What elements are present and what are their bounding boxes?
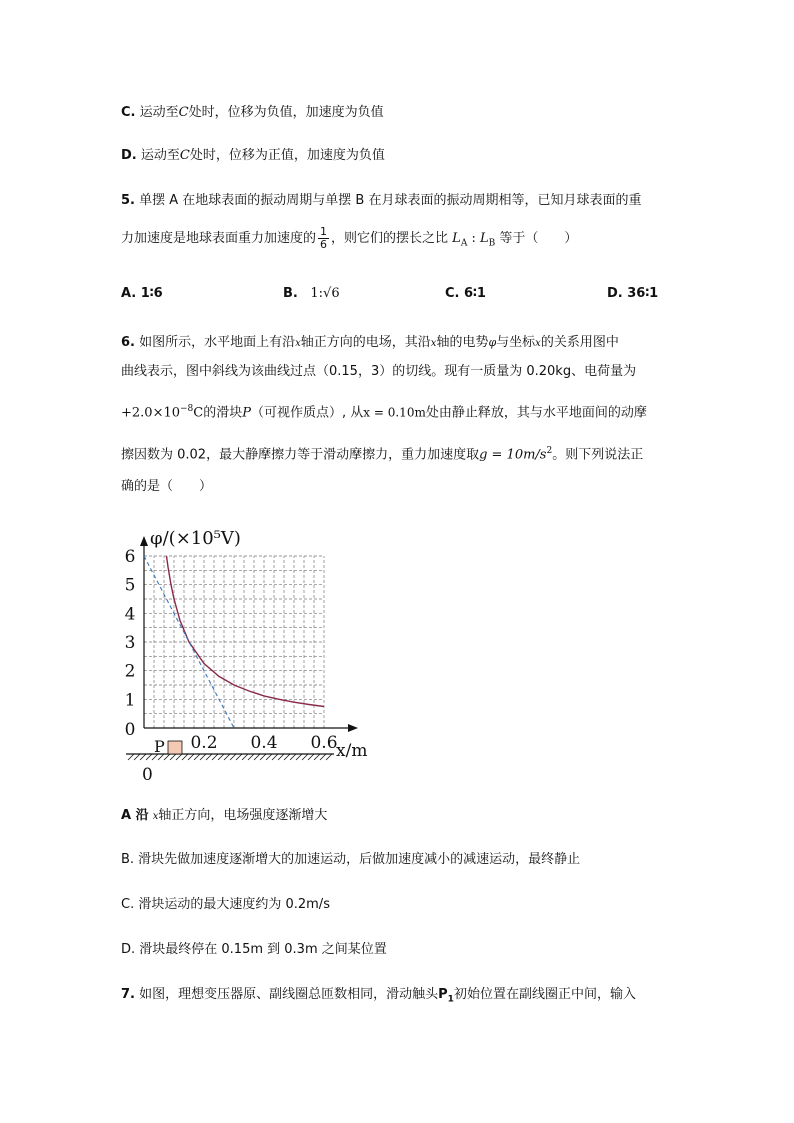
q6-stem-line3: $+2.0\times 10^{-8}C$的滑块P（可视作质点）, 从x = 0.10m处由静止释放，其与水平地面间的动摩 <box>121 404 647 421</box>
q5-option-b: B. 1:√6 <box>283 286 340 301</box>
ground-hatch <box>302 754 308 760</box>
y-tick-label: 1 <box>124 690 136 711</box>
ground-hatch <box>296 754 302 760</box>
q5-option-d: D. 36∶1 <box>607 286 659 301</box>
ground-origin-label: 0 <box>142 765 153 785</box>
q7-stem-line1: 7. 如图，理想变压器原、副线圈总匝数相同，滑动触头$P_1$初始位置在副线圈正中间，输入 <box>121 987 636 1005</box>
q6-option-b: B. 滑块先做加速度逐渐增大的加速运动，后做加速度减小的减速运动，最终静止 <box>121 852 581 867</box>
ground-hatch <box>284 754 290 760</box>
ground-hatch <box>260 754 266 760</box>
ground-hatch <box>272 754 278 760</box>
ground-hatch <box>254 754 260 760</box>
ground-hatch <box>230 754 236 760</box>
x-tick-label: 0.2 <box>190 733 218 753</box>
ground-hatch <box>140 754 146 760</box>
fraction-one-sixth: $\frac{1}{6}$ <box>320 225 328 251</box>
q6-option-a: A 沿 x轴正方向，电场强度逐渐增大 <box>121 808 328 823</box>
ground-hatch <box>326 754 332 760</box>
ground-hatch <box>236 754 242 760</box>
ground-hatch <box>308 754 314 760</box>
ground-hatch <box>248 754 254 760</box>
ground-hatch <box>212 754 218 760</box>
ground-hatch <box>218 754 224 760</box>
ground-hatch <box>320 754 326 760</box>
y-axis-arrow <box>140 536 148 546</box>
ground-hatch <box>128 754 134 760</box>
slider-block <box>168 741 182 754</box>
ground-hatch <box>188 754 194 760</box>
potential-curve <box>167 556 325 707</box>
ground-hatch <box>224 754 230 760</box>
y-tick-label: 3 <box>124 633 136 653</box>
x-axis-arrow <box>348 724 358 732</box>
ground-hatch <box>194 754 200 760</box>
ground-hatch <box>290 754 296 760</box>
q6-option-d: D. 滑块最终停在 0.15m 到 0.3m 之间某位置 <box>121 942 387 957</box>
y-tick-label: 0 <box>124 720 136 740</box>
q4-option-c: C. 运动至C处时，位移为负值，加速度为负值 <box>121 105 384 120</box>
q5-option-c: C. 6∶1 <box>445 286 486 301</box>
x-axis-label: x/m <box>336 741 368 761</box>
q6-stem-line5: 确的是（ ） <box>121 479 213 494</box>
y-axis-label: φ/(×10⁵V) <box>150 528 241 549</box>
q6-stem-line4: 擦因数为 0.02，最大静摩擦力等于滑动摩擦力，重力加速度取$g = 10m/s^2$。则下列说法正 <box>121 446 644 463</box>
ground-hatch <box>206 754 212 760</box>
q5-stem-line2: 力加速度是地球表面重力加速度的 $\frac{1}{6}$ ，则它们的摆长之比 $L_A$ : $L_B$ 等于（ ） <box>121 225 578 251</box>
y-tick-label: 6 <box>124 547 136 567</box>
x-tick-label: 0.4 <box>250 733 278 753</box>
ground-hatch <box>314 754 320 760</box>
x-tick-label: 0.6 <box>310 733 338 753</box>
y-tick-label: 5 <box>124 575 136 596</box>
q6-stem-line1: 6. 如图所示，水平地面上有沿x轴正方向的电场，其沿x轴的电势φ与坐标x的关系用图中 <box>121 335 619 350</box>
q6-option-c: C. 滑块运动的最大速度约为 0.2m/s <box>121 897 330 912</box>
ground-hatch <box>266 754 272 760</box>
q4-option-d: D. 运动至C处时，位移为正值，加速度为负值 <box>121 148 385 163</box>
ground-hatch <box>164 754 170 760</box>
potential-graph <box>120 520 380 790</box>
ground-hatch <box>278 754 284 760</box>
ground-hatch <box>176 754 182 760</box>
ground-hatch <box>182 754 188 760</box>
graph-marks <box>126 536 358 760</box>
ground-hatch <box>242 754 248 760</box>
ground-hatch <box>146 754 152 760</box>
ground-hatch <box>170 754 176 760</box>
y-tick-label: 4 <box>124 604 136 625</box>
q6-stem-line2: 曲线表示，图中斜线为该曲线过点（0.15，3）的切线。现有一质量为 0.20kg、电荷量为 <box>121 364 637 379</box>
ground-hatch <box>200 754 206 760</box>
block-label: P <box>154 737 165 756</box>
q5-option-a: A. 1∶6 <box>121 286 163 301</box>
q5-stem-line1: 5. 单摆 A 在地球表面的振动周期与单摆 B 在月球表面的振动周期相等，已知月球表面的重 <box>121 193 642 208</box>
ground-hatch <box>134 754 140 760</box>
y-tick-label: 2 <box>124 661 136 682</box>
